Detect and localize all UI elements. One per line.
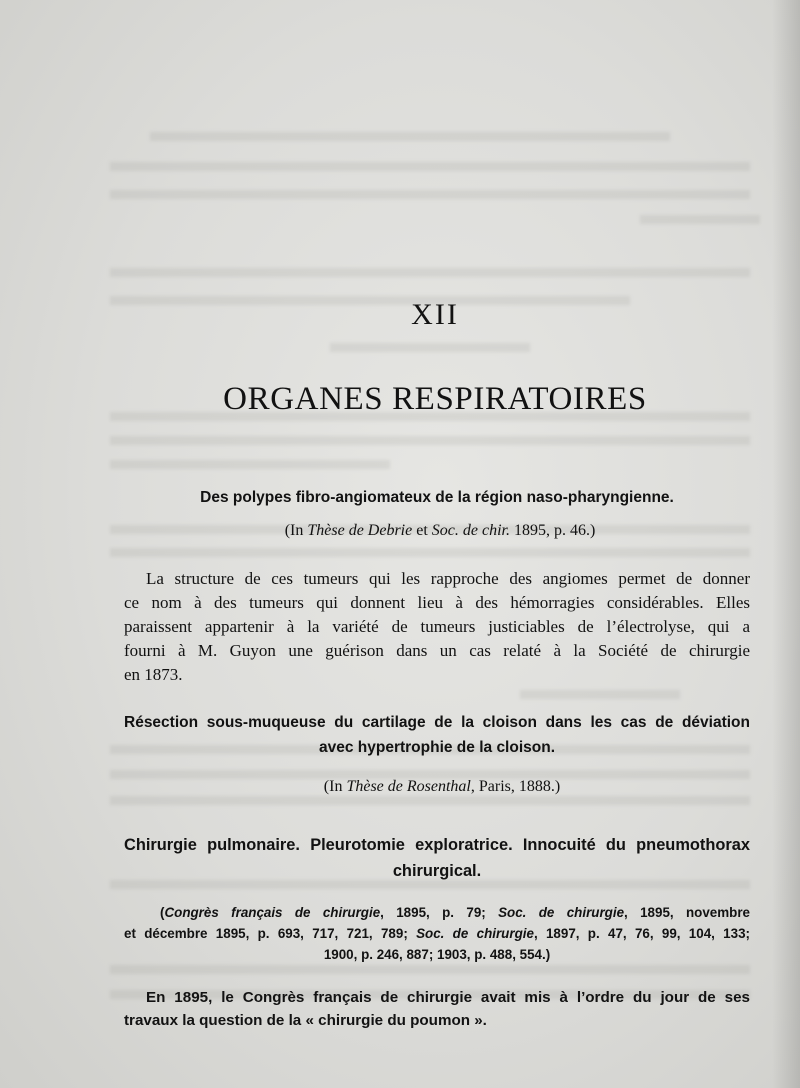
- citation-open: (In: [284, 522, 308, 539]
- bleed-through-line: [110, 162, 750, 171]
- article-heading-resection: [124, 711, 750, 760]
- heading-line: Chirurgie pulmonaire. Pleurotomie exploratrice. Innocuité du pneumothorax: [124, 836, 750, 854]
- bleed-through-line: [520, 690, 680, 699]
- article-paragraph-polypes: [124, 567, 750, 687]
- citation-fragment: (: [160, 905, 165, 920]
- bleed-through-line: [110, 548, 750, 557]
- paragraph-line: fourni à M. Guyon une guérison dans un cas relaté à la Société de chirurgie: [124, 641, 750, 660]
- bleed-through-line: [110, 436, 750, 445]
- bleed-through-line: [640, 215, 760, 224]
- bleed-through-line: [330, 343, 530, 352]
- bleed-through-line: [110, 268, 750, 277]
- citation-fragment: , 1895, p. 79;: [380, 905, 499, 920]
- citation-mid: et: [412, 522, 432, 539]
- paragraph-line: En 1895, le Congrès français de chirurgie avait mis à l’ordre du jour de ses: [146, 989, 750, 1006]
- heading-text: Des polypes fibro-angiomateux de la région naso-pharyngienne.: [200, 489, 674, 506]
- article-heading-chirurgie-pulmonaire: [124, 832, 750, 884]
- paragraph-line: ce nom à des tumeurs qui donnent lieu à des hémorragies considérables. Elles: [124, 593, 750, 612]
- citation-close: , Paris, 1888.): [470, 778, 561, 795]
- section-title: ORGANES RESPIRATOIRES: [223, 381, 647, 417]
- citation-journal: Soc. de chirurgie: [498, 905, 625, 920]
- article-heading-polypes: [124, 486, 750, 510]
- citation-fragment: et décembre 1895, p. 693, 717, 721, 789;: [124, 926, 417, 941]
- bleed-through-line: [110, 796, 750, 805]
- article-citation-congres: [124, 902, 750, 965]
- bleed-through-line: [150, 132, 670, 141]
- heading-line: chirurgical.: [392, 862, 482, 880]
- citation-journal: Congrès français de chirurgie: [164, 905, 381, 920]
- paragraph-line: La structure de ces tumeurs qui les rapproche des angiomes permet de donner: [146, 569, 750, 588]
- citation-fragment: , 1895, novembre: [624, 905, 750, 920]
- bleed-through-line: [110, 190, 750, 199]
- heading-line: avec hypertrophie de la cloison.: [318, 739, 556, 756]
- citation-open: (In: [323, 778, 347, 795]
- citation-work: Thèse de Rosenthal: [346, 778, 471, 795]
- citation-work: Thèse de Debrie: [307, 522, 413, 539]
- citation-fragment: , 1897, p. 47, 76, 99, 104, 133;: [533, 926, 750, 941]
- citation-line: 1900, p. 246, 887; 1903, p. 488, 554.): [323, 947, 551, 962]
- article-paragraph-chirurgie-pulmonaire: [124, 986, 750, 1032]
- paragraph-line: paraissent appartenir à la variété de tumeurs justiciables de l’électrolyse, qui a: [124, 617, 750, 636]
- heading-line: Résection sous-muqueuse du cartilage de la cloison dans les cas de déviation: [124, 714, 750, 731]
- citation-line: [124, 902, 750, 923]
- page-gutter-shadow: [772, 0, 800, 1088]
- paragraph-line: en 1873.: [124, 665, 183, 684]
- citation-line: [124, 923, 750, 944]
- article-citation-debrie: [230, 522, 650, 540]
- article-citation-rosenthal: [262, 778, 622, 796]
- section-numeral: XII: [411, 298, 459, 331]
- paragraph-line: travaux la question de la « chirurgie du poumon ».: [124, 1012, 487, 1029]
- citation-journal: Soc. de chir.: [431, 522, 510, 539]
- citation-journal: Soc. de chirurgie: [416, 926, 534, 941]
- citation-close: 1895, p. 46.): [509, 522, 596, 539]
- bleed-through-line: [110, 460, 390, 469]
- bleed-through-line: [110, 965, 750, 974]
